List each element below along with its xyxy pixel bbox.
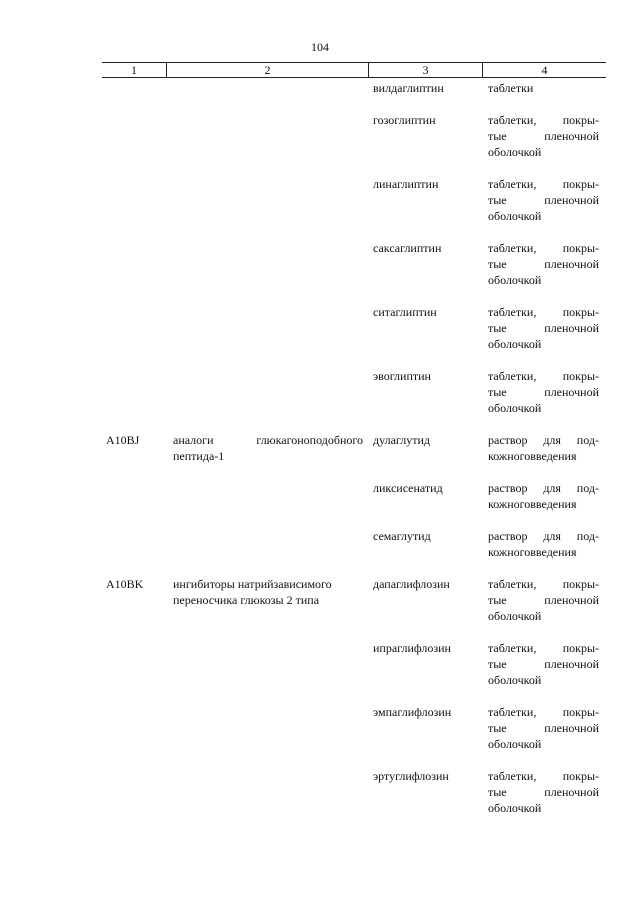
drug-name: ликсисенатид xyxy=(373,481,443,495)
header-col-4: 4 xyxy=(541,63,548,77)
word: покры- xyxy=(562,705,599,719)
word: под- xyxy=(576,433,599,447)
text-line xyxy=(488,608,599,624)
word: тые xyxy=(488,785,507,799)
word: пленочной xyxy=(544,593,599,607)
dosage-form xyxy=(488,528,599,560)
dosage-form xyxy=(488,432,599,464)
word: кожного xyxy=(488,497,531,511)
word: оболочкой xyxy=(488,401,542,415)
word: тые xyxy=(488,385,507,399)
text-line xyxy=(488,208,599,224)
text-line xyxy=(488,528,599,544)
header-col-1: 1 xyxy=(131,63,137,77)
text-line xyxy=(488,592,599,608)
word: оболочкой xyxy=(488,673,542,687)
word: таблетки, xyxy=(488,305,537,319)
word: ингибиторы натрийзависимого xyxy=(173,577,332,591)
word: введения xyxy=(530,545,577,559)
word: раствор xyxy=(488,529,528,543)
word: раствор xyxy=(488,481,528,495)
word: покры- xyxy=(562,769,599,783)
word: аналоги xyxy=(173,433,214,447)
drug-name: дулаглутид xyxy=(373,433,430,447)
text-line xyxy=(488,544,599,560)
word: для xyxy=(543,481,561,495)
text-line xyxy=(488,784,599,800)
drug-name: ситаглиптин xyxy=(373,305,437,319)
word: под- xyxy=(576,481,599,495)
text-line xyxy=(488,576,599,592)
dosage-form xyxy=(488,112,599,160)
word: раствор xyxy=(488,433,528,447)
word: под- xyxy=(576,529,599,543)
text-line xyxy=(488,304,599,320)
text-line xyxy=(488,240,599,256)
word: пленочной xyxy=(544,257,599,271)
header-col-2: 2 xyxy=(264,63,271,77)
word: покры- xyxy=(562,641,599,655)
text-line xyxy=(488,112,599,128)
word: оболочкой xyxy=(488,145,542,159)
text-line xyxy=(488,400,599,416)
word: переносчика глюкозы 2 типа xyxy=(173,593,320,607)
drug-name: дапаглифлозин xyxy=(373,577,450,591)
word: таблетки, xyxy=(488,177,537,191)
text-line xyxy=(173,432,363,448)
word: введения xyxy=(530,449,577,463)
drug-name: саксаглиптин xyxy=(373,241,442,255)
word: тые xyxy=(488,593,507,607)
word: введения xyxy=(530,497,577,511)
word: пленочной xyxy=(544,321,599,335)
word: таблетки, xyxy=(488,705,537,719)
text-line xyxy=(488,80,599,96)
word: пленочной xyxy=(544,785,599,799)
text-line xyxy=(173,592,363,608)
word: тые xyxy=(488,257,507,271)
text-line xyxy=(488,672,599,688)
dosage-form xyxy=(488,576,599,624)
text-line xyxy=(173,576,363,592)
text-line xyxy=(488,336,599,352)
group-name xyxy=(173,576,363,608)
drug-name: эмпаглифлозин xyxy=(373,705,452,719)
word: тые xyxy=(488,721,507,735)
text-line xyxy=(488,448,599,464)
word: покры- xyxy=(562,241,599,255)
dosage-form xyxy=(488,368,599,416)
word: таблетки, xyxy=(488,241,537,255)
word: оболочкой xyxy=(488,609,542,623)
word: таблетки, xyxy=(488,641,537,655)
word: кожного xyxy=(488,545,531,559)
word: пептида-1 xyxy=(173,449,225,463)
text-line xyxy=(488,384,599,400)
drug-name: вилдаглиптин xyxy=(373,81,444,95)
word: глюкагоноподобного xyxy=(256,433,363,447)
text-line xyxy=(488,736,599,752)
text-line xyxy=(488,656,599,672)
dosage-form xyxy=(488,640,599,688)
word: кожного xyxy=(488,449,531,463)
word: для xyxy=(543,433,561,447)
word: покры- xyxy=(562,369,599,383)
text-line xyxy=(488,368,599,384)
word: покры- xyxy=(562,177,599,191)
text-line xyxy=(488,128,599,144)
atc-code: A10BK xyxy=(106,577,144,591)
word: тые xyxy=(488,321,507,335)
word: покры- xyxy=(562,305,599,319)
page-number: 104 xyxy=(311,40,329,54)
text-line xyxy=(488,320,599,336)
dosage-form xyxy=(488,80,599,96)
word: оболочкой xyxy=(488,209,542,223)
word: покры- xyxy=(562,113,599,127)
atc-code: A10BJ xyxy=(106,433,140,447)
text-line xyxy=(488,496,599,512)
dosage-form xyxy=(488,240,599,288)
word: пленочной xyxy=(544,721,599,735)
word: оболочкой xyxy=(488,337,542,351)
word: оболочкой xyxy=(488,801,542,815)
word: покры- xyxy=(562,577,599,591)
word: пленочной xyxy=(544,193,599,207)
text-line xyxy=(488,432,599,448)
text-line xyxy=(488,704,599,720)
word: пленочной xyxy=(544,129,599,143)
word: таблетки, xyxy=(488,577,537,591)
text-line xyxy=(488,800,599,816)
dosage-form xyxy=(488,480,599,512)
group-name xyxy=(173,432,363,464)
dosage-form xyxy=(488,704,599,752)
word: оболочкой xyxy=(488,737,542,751)
word: пленочной xyxy=(544,385,599,399)
drug-name: гозоглиптин xyxy=(373,113,436,127)
word: таблетки, xyxy=(488,769,537,783)
text-line xyxy=(488,176,599,192)
drug-name: эвоглиптин xyxy=(373,369,431,383)
word: для xyxy=(543,529,561,543)
word: таблетки, xyxy=(488,369,537,383)
header-col-3: 3 xyxy=(422,63,429,77)
word: тые xyxy=(488,129,507,143)
dosage-form xyxy=(488,304,599,352)
word: таблетки xyxy=(488,81,534,95)
text-line xyxy=(488,480,599,496)
word: тые xyxy=(488,657,507,671)
text-line xyxy=(488,272,599,288)
word: оболочкой xyxy=(488,273,542,287)
drug-name: линаглиптин xyxy=(373,177,439,191)
drug-name: ипраглифлозин xyxy=(373,641,451,655)
dosage-form xyxy=(488,768,599,816)
text-line xyxy=(173,448,363,464)
text-line xyxy=(488,720,599,736)
word: таблетки, xyxy=(488,113,537,127)
text-line xyxy=(488,144,599,160)
text-line xyxy=(488,192,599,208)
dosage-form xyxy=(488,176,599,224)
drug-name: семаглутид xyxy=(373,529,431,543)
word: пленочной xyxy=(544,657,599,671)
table-header xyxy=(102,62,606,78)
text-line xyxy=(488,640,599,656)
word: тые xyxy=(488,193,507,207)
drug-name: эртуглифлозин xyxy=(373,769,449,783)
text-line xyxy=(488,256,599,272)
text-line xyxy=(488,768,599,784)
